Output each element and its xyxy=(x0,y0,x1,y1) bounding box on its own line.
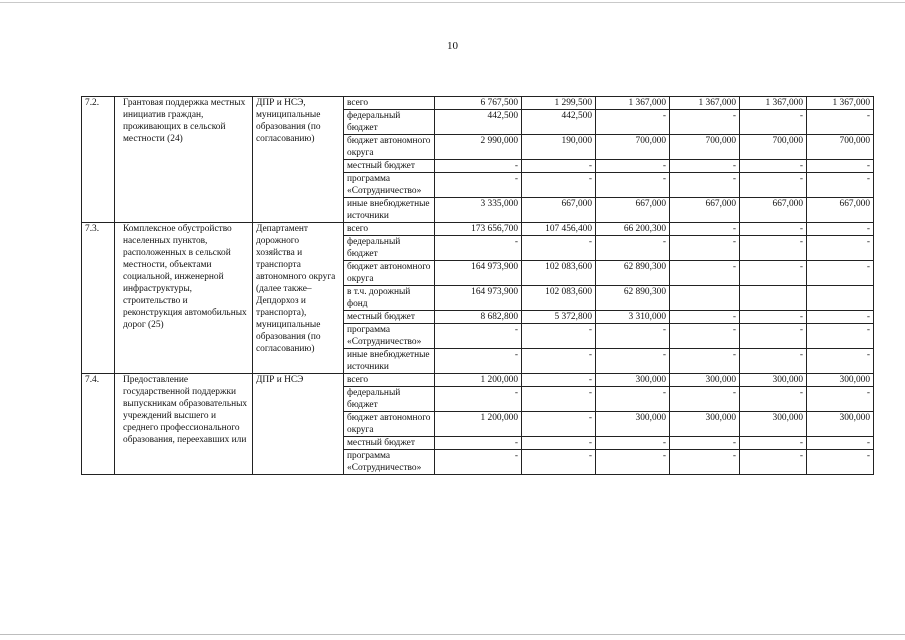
amount-cell xyxy=(740,286,807,311)
amount-cell: - xyxy=(435,437,522,450)
amount-cell: - xyxy=(740,160,807,173)
amount-cell: 300,000 xyxy=(670,412,740,437)
amount-cell: - xyxy=(596,349,670,374)
amount-cell: - xyxy=(522,387,596,412)
amount-cell: 300,000 xyxy=(596,412,670,437)
amount-cell: 667,000 xyxy=(522,198,596,223)
funding-source: федеральный бюджет xyxy=(344,236,435,261)
amount-cell: - xyxy=(807,223,874,236)
amount-cell: - xyxy=(435,387,522,412)
activity-name: Грантовая поддержка местных инициатив граждан, проживающих в сельской местности (24) xyxy=(115,97,253,223)
amount-cell: 66 200,300 xyxy=(596,223,670,236)
amount-cell: - xyxy=(740,450,807,475)
amount-cell: - xyxy=(670,311,740,324)
amount-cell: 300,000 xyxy=(740,412,807,437)
amount-cell: 1 367,000 xyxy=(740,97,807,110)
amount-cell: - xyxy=(435,450,522,475)
item-number: 7.3. xyxy=(82,223,115,374)
funding-source: всего xyxy=(344,97,435,110)
table-row xyxy=(82,374,874,387)
funding-source: иные внебюджетные источники xyxy=(344,198,435,223)
amount-cell: - xyxy=(596,437,670,450)
amount-cell: 700,000 xyxy=(740,135,807,160)
amount-cell: 1 367,000 xyxy=(807,97,874,110)
funding-source: в т.ч. дорожный фонд xyxy=(344,286,435,311)
amount-cell: 700,000 xyxy=(670,135,740,160)
funding-source: федеральный бюджет xyxy=(344,387,435,412)
funding-source: всего xyxy=(344,374,435,387)
executor: Департамент дорожного хозяйства и транспорта автономного округа (далее также– Депдорхоз и транспорта), муниципальные образования (по согласованию) xyxy=(253,223,344,374)
funding-source: бюджет автономного округа xyxy=(344,135,435,160)
amount-cell: - xyxy=(670,236,740,261)
amount-cell: - xyxy=(522,349,596,374)
amount-cell: - xyxy=(740,110,807,135)
amount-cell: - xyxy=(807,261,874,286)
amount-cell: - xyxy=(740,311,807,324)
amount-cell: - xyxy=(807,450,874,475)
amount-cell: - xyxy=(435,324,522,349)
amount-cell: - xyxy=(670,261,740,286)
amount-cell: 667,000 xyxy=(740,198,807,223)
activity-name: Комплексное обустройство населенных пунктов, расположенных в сельской местности, объектами социальной, инженерной инфраструктуры, строительство и реконструкция автомобильных дорог (25) xyxy=(115,223,253,374)
amount-cell: - xyxy=(807,324,874,349)
amount-cell: - xyxy=(596,160,670,173)
amount-cell: - xyxy=(522,236,596,261)
amount-cell: - xyxy=(596,324,670,349)
amount-cell: 190,000 xyxy=(522,135,596,160)
amount-cell: - xyxy=(740,349,807,374)
amount-cell: - xyxy=(522,173,596,198)
amount-cell: 700,000 xyxy=(596,135,670,160)
funding-source: иные внебюджетные источники xyxy=(344,349,435,374)
funding-source: программа «Сотрудничество» xyxy=(344,450,435,475)
amount-cell: 1 200,000 xyxy=(435,412,522,437)
scan-bottom-edge xyxy=(0,634,905,635)
funding-source: местный бюджет xyxy=(344,311,435,324)
amount-cell: - xyxy=(740,223,807,236)
amount-cell: - xyxy=(670,173,740,198)
amount-cell: - xyxy=(740,437,807,450)
amount-cell: - xyxy=(670,349,740,374)
amount-cell: - xyxy=(670,110,740,135)
executor: ДПР и НСЭ xyxy=(253,374,344,475)
amount-cell: 300,000 xyxy=(807,412,874,437)
amount-cell: - xyxy=(435,160,522,173)
amount-cell: - xyxy=(596,110,670,135)
amount-cell: - xyxy=(740,387,807,412)
amount-cell: 102 083,600 xyxy=(522,286,596,311)
amount-cell: 667,000 xyxy=(596,198,670,223)
amount-cell: 107 456,400 xyxy=(522,223,596,236)
amount-cell: - xyxy=(807,173,874,198)
amount-cell: - xyxy=(522,412,596,437)
amount-cell: - xyxy=(522,374,596,387)
amount-cell: - xyxy=(596,173,670,198)
table-row xyxy=(82,97,874,110)
executor: ДПР и НСЭ, муниципальные образования (по согласованию) xyxy=(253,97,344,223)
funding-source: федеральный бюджет xyxy=(344,110,435,135)
amount-cell: - xyxy=(670,324,740,349)
amount-cell: 1 299,500 xyxy=(522,97,596,110)
amount-cell: - xyxy=(670,160,740,173)
amount-cell: - xyxy=(596,450,670,475)
amount-cell: 1 367,000 xyxy=(596,97,670,110)
amount-cell: 102 083,600 xyxy=(522,261,596,286)
amount-cell: 300,000 xyxy=(596,374,670,387)
amount-cell: - xyxy=(596,236,670,261)
amount-cell: - xyxy=(807,437,874,450)
funding-source: бюджет автономного округа xyxy=(344,261,435,286)
amount-cell: - xyxy=(740,236,807,261)
amount-cell: 62 890,300 xyxy=(596,261,670,286)
amount-cell: - xyxy=(740,261,807,286)
amount-cell: 173 656,700 xyxy=(435,223,522,236)
item-number: 7.2. xyxy=(82,97,115,223)
amount-cell: - xyxy=(807,236,874,261)
amount-cell xyxy=(807,286,874,311)
amount-cell: 667,000 xyxy=(670,198,740,223)
funding-source: всего xyxy=(344,223,435,236)
table-row xyxy=(82,223,874,236)
amount-cell: 300,000 xyxy=(807,374,874,387)
amount-cell: 300,000 xyxy=(740,374,807,387)
amount-cell: - xyxy=(435,173,522,198)
amount-cell: - xyxy=(522,450,596,475)
amount-cell: - xyxy=(522,324,596,349)
amount-cell: 3 335,000 xyxy=(435,198,522,223)
amount-cell: 6 767,500 xyxy=(435,97,522,110)
amount-cell: 442,500 xyxy=(522,110,596,135)
funding-source: бюджет автономного округа xyxy=(344,412,435,437)
amount-cell: - xyxy=(435,349,522,374)
amount-cell: - xyxy=(670,450,740,475)
funding-source: местный бюджет xyxy=(344,160,435,173)
amount-cell: - xyxy=(807,349,874,374)
amount-cell: - xyxy=(807,110,874,135)
amount-cell: - xyxy=(596,387,670,412)
amount-cell: 1 367,000 xyxy=(670,97,740,110)
funding-source: программа «Сотрудничество» xyxy=(344,173,435,198)
program-funding-table xyxy=(81,96,874,475)
activity-name: Предоставление государственной поддержки выпускникам образовательных учреждений высшего и среднего профессионального образования, переехавших или xyxy=(115,374,253,475)
amount-cell: 164 973,900 xyxy=(435,261,522,286)
amount-cell: 667,000 xyxy=(807,198,874,223)
amount-cell: - xyxy=(522,437,596,450)
amount-cell: 5 372,800 xyxy=(522,311,596,324)
amount-cell: 62 890,300 xyxy=(596,286,670,311)
amount-cell xyxy=(670,286,740,311)
amount-cell: 442,500 xyxy=(435,110,522,135)
amount-cell: - xyxy=(807,160,874,173)
item-number: 7.4. xyxy=(82,374,115,475)
amount-cell: 300,000 xyxy=(670,374,740,387)
page-number: 10 xyxy=(447,40,458,52)
amount-cell: 164 973,900 xyxy=(435,286,522,311)
amount-cell: - xyxy=(435,236,522,261)
amount-cell: - xyxy=(670,437,740,450)
amount-cell: - xyxy=(670,223,740,236)
funding-source: местный бюджет xyxy=(344,437,435,450)
amount-cell: - xyxy=(740,173,807,198)
funding-source: программа «Сотрудничество» xyxy=(344,324,435,349)
amount-cell: - xyxy=(807,311,874,324)
amount-cell: 8 682,800 xyxy=(435,311,522,324)
amount-cell: - xyxy=(740,324,807,349)
amount-cell: 3 310,000 xyxy=(596,311,670,324)
amount-cell: - xyxy=(807,387,874,412)
amount-cell: 2 990,000 xyxy=(435,135,522,160)
amount-cell: - xyxy=(522,160,596,173)
amount-cell: 1 200,000 xyxy=(435,374,522,387)
amount-cell: 700,000 xyxy=(807,135,874,160)
scan-top-edge xyxy=(0,2,905,3)
amount-cell: - xyxy=(670,387,740,412)
